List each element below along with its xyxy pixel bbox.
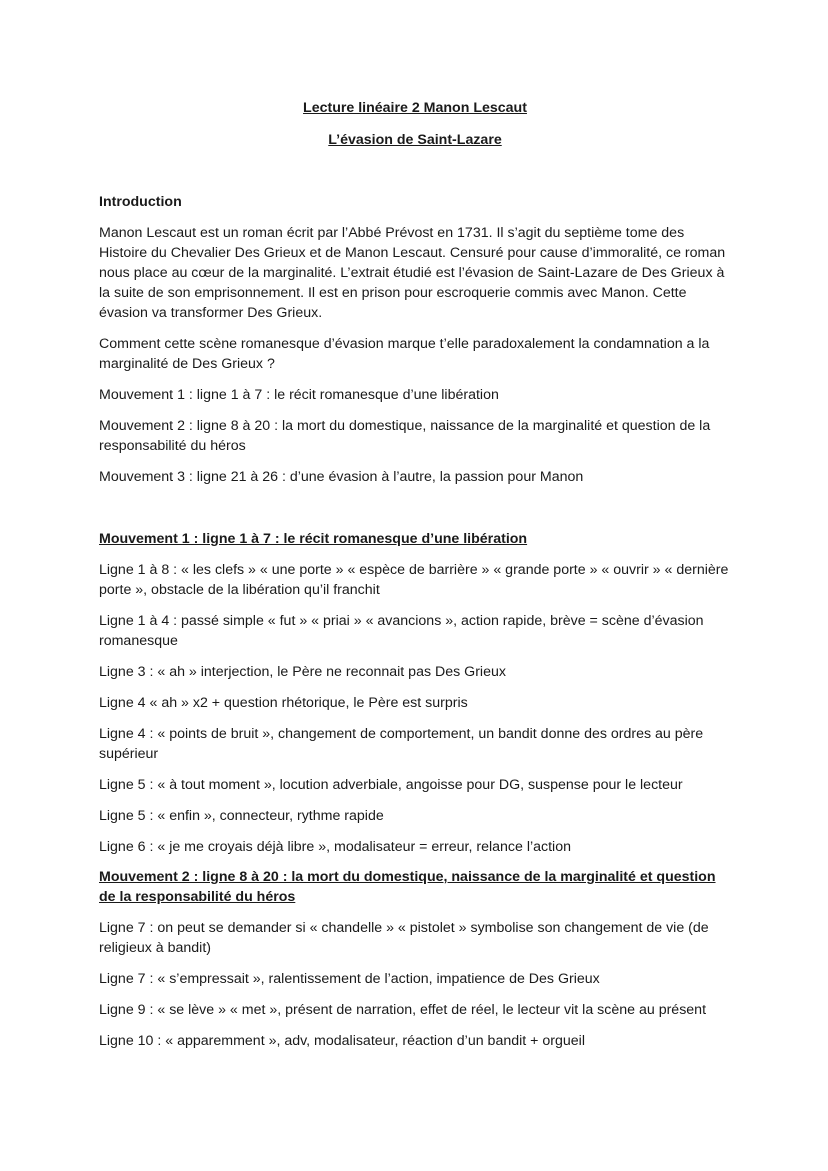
document-title: Lecture linéaire 2 Manon Lescaut xyxy=(303,100,527,116)
movement-1-item: Ligne 1 à 8 : « les clefs » « une porte » « espèce de barrière » « grande porte » « ouvrir » « dernière porte », obstacle de la libération qu’il franchit xyxy=(99,562,729,598)
plan-movement-3: Mouvement 3 : ligne 21 à 26 : d’une évasion à l’autre, la passion pour Manon xyxy=(99,469,584,485)
problematique-paragraph: Comment cette scène romanesque d’évasion marque t’elle paradoxalement la condamnation a la marginalité de Des Grieux ? xyxy=(99,336,710,372)
movement-2-item: Ligne 10 : « apparemment », adv, modalisateur, réaction d’un bandit + orgueil xyxy=(99,1033,585,1049)
movement-1-item: Ligne 1 à 4 : passé simple « fut » « priai » « avancions », action rapide, brève = scène d’évasion romanesque xyxy=(99,613,704,649)
movement-1-item: Ligne 4 : « points de bruit », changement de comportement, un bandit donne des ordres au père supérieur xyxy=(99,726,704,762)
movement-1-item: Ligne 4 « ah » x2 + question rhétorique, le Père est surpris xyxy=(99,695,468,711)
introduction-heading: Introduction xyxy=(99,194,182,210)
document-content xyxy=(99,98,731,1051)
movement-2-item: Ligne 7 : on peut se demander si « chandelle » « pistolet » symbolise son changement de vie (de religieux à bandit) xyxy=(99,920,709,956)
movement-1-item: Ligne 5 : « à tout moment », locution adverbiale, angoisse pour DG, suspense pour le lecteur xyxy=(99,777,683,793)
movement-1-item: Ligne 6 : « je me croyais déjà libre », modalisateur = erreur, relance l’action xyxy=(99,839,571,855)
movement-2-item: Ligne 9 : « se lève » « met », présent de narration, effet de réel, le lecteur vit la scène au présent xyxy=(99,1002,707,1018)
movement-2-heading: Mouvement 2 : ligne 8 à 20 : la mort du domestique, naissance de la marginalité et question de la responsabilité du héros xyxy=(99,869,716,905)
introduction-paragraph: Manon Lescaut est un roman écrit par l’Abbé Prévost en 1731. Il s’agit du septième tome des Histoire du Chevalier Des Grieux et de Manon Lescaut. Censuré pour cause d’immoralité, ce roman nous place au cœur de la marginalité. L’extrait étudié est l’évasion de Saint-Lazare de Des Grieux à la suite de son emprisonnement. Il est en prison pour escroquerie commis avec Manon. Cette évasion va transformer Des Grieux. xyxy=(99,225,726,321)
plan-movement-1: Mouvement 1 : ligne 1 à 7 : le récit romanesque d’une libération xyxy=(99,387,499,403)
movement-2-item: Ligne 7 : « s’empressait », ralentissement de l’action, impatience de Des Grieux xyxy=(99,971,600,987)
movement-1-heading: Mouvement 1 : ligne 1 à 7 : le récit romanesque d’une libération xyxy=(99,531,528,547)
movement-1-item: Ligne 3 : « ah » interjection, le Père ne reconnait pas Des Grieux xyxy=(99,664,506,680)
document-subtitle: L’évasion de Saint-Lazare xyxy=(328,132,502,148)
movement-1-item: Ligne 5 : « enfin », connecteur, rythme rapide xyxy=(99,808,384,824)
plan-movement-2: Mouvement 2 : ligne 8 à 20 : la mort du domestique, naissance de la marginalité et question de la responsabilité du héros xyxy=(99,418,711,454)
